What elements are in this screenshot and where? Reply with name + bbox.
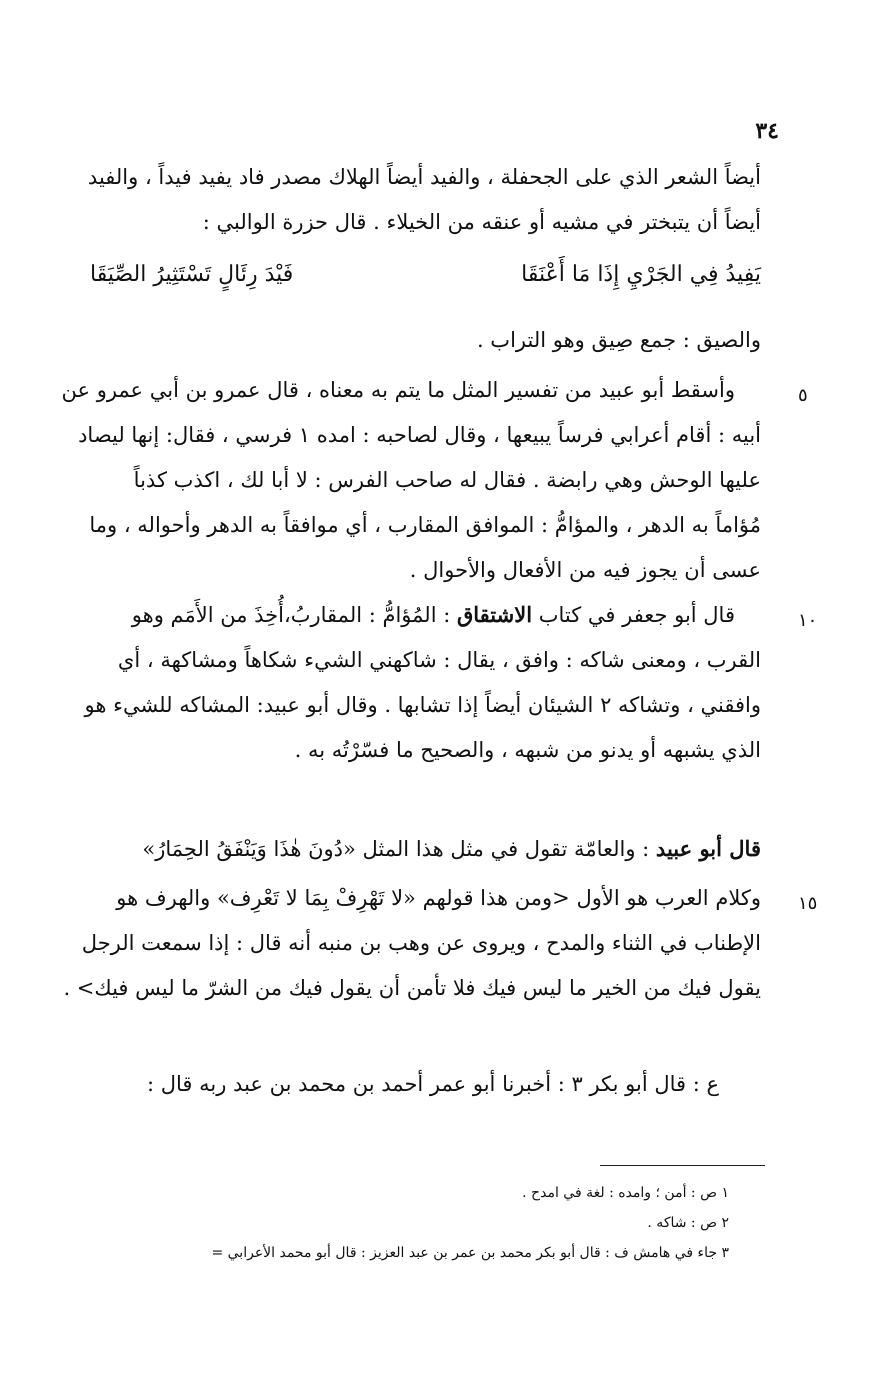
paragraph-2 bbox=[40, 318, 761, 363]
paragraph-5 bbox=[40, 826, 761, 872]
text-line: أيضاً الشعر الذي على الجحفلة ، والفيد أيضاً الهلاك مصدر فاد يفيد فيداً ، والفيد bbox=[87, 165, 761, 189]
footnote-separator bbox=[600, 1165, 765, 1166]
paragraph-3 bbox=[40, 368, 761, 593]
text-line: عليها الوحش وهي رابضة . فقال له صاحب الفرس : لا أبا لك ، اكذب كذباً bbox=[133, 468, 761, 492]
footnote-3: ٣ جاء في هامش ف : قال أبو بكر محمد بن عمر بن عبد العزيز : قال أبو محمد الأعرابي = bbox=[211, 1245, 729, 1261]
text-line bbox=[40, 592, 761, 638]
page-number: ٣٤ bbox=[755, 118, 779, 144]
text-line: والصيق : جمع صِيق وهو التراب . bbox=[476, 328, 761, 352]
para5-text: : والعامّة تقول في مثل هذا المثل «دُونَ هٰذَا وَيَنْفَقُ الحِمَارُ» bbox=[142, 837, 650, 861]
footnote-1: ١ ص : أمن ؛ وامده : لغة في امدح . bbox=[522, 1185, 729, 1201]
text-line bbox=[40, 826, 761, 872]
paragraph-6 bbox=[40, 876, 761, 1011]
text-line: أبيه : أقام أعرابي فرساً يبيعها ، وقال لصاحبه : امده ١ فرسي ، فقال: إنها ليصاد bbox=[78, 423, 761, 447]
paragraph-1 bbox=[40, 155, 761, 245]
para4-line1-rest: : المُؤامُّ : المقاربُ،أُخِذَ من الأَمَم وهو bbox=[131, 603, 457, 627]
line-number-5: ٥ bbox=[798, 385, 808, 406]
footnotes bbox=[40, 1178, 729, 1268]
text-line: وافقني ، وتشاكه ٢ الشيئان أيضاً إذا تشابها . وقال أبو عبيد: المشاكه للشيء هو bbox=[84, 693, 761, 717]
paragraph-4 bbox=[40, 592, 761, 773]
line-number-10: ١٠ bbox=[798, 610, 818, 631]
verse-second-hemistich: فَيْدَ رِئَالٍ تَسْتَثِيرُ الصِّيَقَا bbox=[90, 262, 294, 287]
paragraph-7 bbox=[80, 1062, 719, 1107]
text-line: وأسقط أبو عبيد من تفسير المثل ما يتم به معناه ، قال عمرو بن أبي عمرو عن bbox=[61, 378, 735, 402]
text-line: وكلام العرب هو الأول <ومن هذا قولهم «لا تَهْرِفْ بِمَا لا تَعْرِف» والهرف هو bbox=[116, 886, 761, 910]
text-line: مُؤاماً به الدهر ، والمؤامُّ : الموافق المقارب ، أي موافقاً به الدهر وأحواله ، وما bbox=[89, 513, 761, 537]
text-line: الذي يشبهه أو يدنو من شبهه ، والصحيح ما فسّرْتُه به . bbox=[294, 738, 761, 762]
line-number-15: ١٥ bbox=[798, 893, 818, 914]
text-line: يقول فيك من الخير ما ليس فيك فلا تأمن أن يقول فيك من الشرّ ما ليس فيك> . bbox=[63, 976, 761, 1000]
verse bbox=[90, 262, 761, 287]
text-line: ع : قال أبو بكر ٣ : أخبرنا أبو عمر أحمد بن محمد بن عبد ربه قال : bbox=[147, 1072, 719, 1096]
text-line: أيضاً أن يتبختر في مشيه أو عنقه من الخيلاء . قال حزرة الوالبي : bbox=[202, 210, 761, 234]
verse-first-hemistich: يَفِيدُ فِي الجَرْيِ إِذَا مَا أَعْنَقَا bbox=[521, 262, 761, 287]
para4-lead: قال أبو جعفر في كتاب bbox=[532, 603, 735, 627]
text-line: القرب ، ومعنى شاكه : وافق ، يقال : شاكهني الشيء شكاهاً ومشاكهة ، أي bbox=[117, 648, 761, 672]
book-title: الاشتقاق bbox=[456, 602, 533, 627]
text-line: الإطناب في الثناء والمدح ، ويروى عن وهب بن منبه أنه قال : إذا سمعت الرجل bbox=[81, 931, 761, 955]
section-heading: قال أبو عبيد bbox=[655, 836, 761, 861]
text-line: عسى أن يجوز فيه من الأفعال والأحوال . bbox=[409, 558, 761, 582]
footnote-2: ٢ ص : شاكه . bbox=[647, 1215, 729, 1231]
